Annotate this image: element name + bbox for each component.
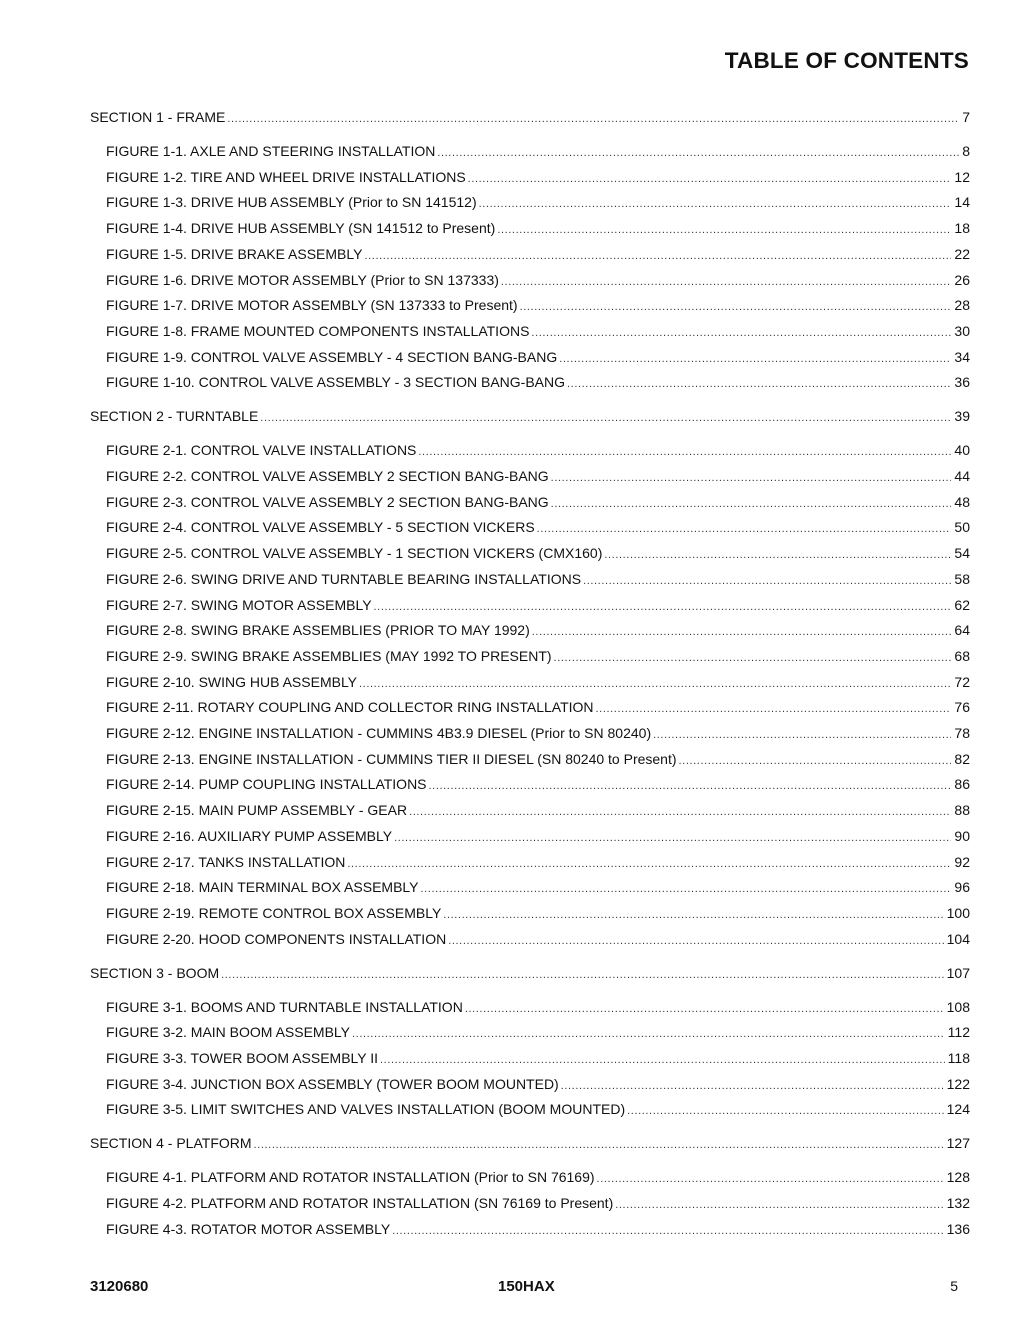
toc-entry-page: 39 xyxy=(954,408,970,425)
toc-figure-entry[interactable] xyxy=(106,1023,970,1043)
dot-leader xyxy=(409,803,951,821)
dot-leader xyxy=(604,546,951,564)
toc-entry-page: 8 xyxy=(962,143,970,159)
toc-figure-entry[interactable] xyxy=(106,322,970,342)
toc-entry-label: FIGURE 2-17. TANKS INSTALLATION xyxy=(106,853,346,870)
dot-leader xyxy=(561,1077,944,1095)
toc-figure-entry[interactable] xyxy=(106,904,970,924)
toc-figure-entry[interactable] xyxy=(106,878,970,898)
toc-figure-entry[interactable] xyxy=(106,750,970,770)
toc-entry-label: FIGURE 2-19. REMOTE CONTROL BOX ASSEMBLY xyxy=(106,904,442,921)
toc-entry-page: 36 xyxy=(954,374,970,391)
dot-leader xyxy=(443,906,943,924)
toc-figure-entry[interactable] xyxy=(106,1100,970,1120)
footer-model: 150HAX xyxy=(498,1278,555,1295)
dot-leader xyxy=(559,350,951,368)
dot-leader xyxy=(380,1051,945,1069)
toc-figure-entry[interactable] xyxy=(106,544,970,564)
dot-leader xyxy=(596,700,952,718)
dot-leader xyxy=(537,520,952,538)
toc-figure-entry[interactable] xyxy=(106,245,970,265)
toc-entry-label: FIGURE 2-20. HOOD COMPONENTS INSTALLATION xyxy=(106,930,447,947)
dot-leader xyxy=(597,1170,944,1188)
toc-entry-label: FIGURE 3-3. TOWER BOOM ASSEMBLY II xyxy=(106,1050,379,1066)
toc-entry-page: 14 xyxy=(954,194,970,211)
toc-entry-label: FIGURE 1-5. DRIVE BRAKE ASSEMBLY xyxy=(106,245,363,262)
toc-entry-label: FIGURE 1-10. CONTROL VALVE ASSEMBLY - 3 SECTION BANG-BANG xyxy=(106,374,566,391)
toc-entry-page: 127 xyxy=(946,1135,970,1152)
toc-entry-page: 132 xyxy=(946,1195,970,1212)
toc-entry-page: 26 xyxy=(954,271,970,288)
dot-leader xyxy=(364,247,951,265)
toc-figure-entry[interactable] xyxy=(106,518,970,538)
dot-leader xyxy=(468,170,952,188)
toc-entry-page: 118 xyxy=(947,1050,970,1066)
dot-leader xyxy=(448,932,943,950)
dot-leader xyxy=(394,829,951,847)
toc-entry-page: 124 xyxy=(946,1101,970,1118)
toc-entry-label: FIGURE 2-12. ENGINE INSTALLATION - CUMMINS 4B3.9 DIESEL (Prior to SN 80240) xyxy=(106,725,652,741)
dot-leader xyxy=(627,1102,944,1120)
toc-entry-label: FIGURE 4-1. PLATFORM AND ROTATOR INSTALLATION (Prior to SN 76169) xyxy=(106,1169,595,1186)
dot-leader xyxy=(554,649,952,667)
toc-entry-label: FIGURE 2-2. CONTROL VALVE ASSEMBLY 2 SECTION BANG-BANG xyxy=(106,468,549,484)
toc-entry-label: FIGURE 2-9. SWING BRAKE ASSEMBLIES (MAY 1992 TO PRESENT) xyxy=(106,647,552,664)
toc-entry-page: 90 xyxy=(954,827,970,844)
toc-entry-page: 68 xyxy=(954,647,970,664)
toc-section-entry[interactable] xyxy=(90,964,970,984)
toc-entry-page: 34 xyxy=(954,348,970,365)
toc-figure-entry[interactable] xyxy=(106,930,970,950)
dot-leader xyxy=(615,1196,943,1214)
toc-figure-entry[interactable] xyxy=(106,775,970,795)
toc-entry-label: FIGURE 3-5. LIMIT SWITCHES AND VALVES INSTALLATION (BOOM MOUNTED) xyxy=(106,1101,626,1118)
toc-entry-page: 58 xyxy=(954,570,970,587)
dot-leader xyxy=(583,572,951,590)
dot-leader xyxy=(551,469,952,487)
toc-entry-page: 128 xyxy=(946,1169,970,1186)
dot-leader xyxy=(221,966,944,984)
toc-figure-entry[interactable] xyxy=(106,596,970,616)
toc-entry-label: FIGURE 4-2. PLATFORM AND ROTATOR INSTALLATION (SN 76169 to Present) xyxy=(106,1195,614,1212)
toc-entry-label: FIGURE 3-4. JUNCTION BOX ASSEMBLY (TOWER BOOM MOUNTED) xyxy=(106,1075,559,1092)
dot-leader xyxy=(532,623,952,641)
toc-entry-page: 82 xyxy=(954,750,970,767)
toc-figure-entry[interactable] xyxy=(106,493,970,513)
toc-entry-page: 78 xyxy=(954,725,970,741)
toc-entry-page: 22 xyxy=(954,245,970,262)
toc-entry-label: FIGURE 2-13. ENGINE INSTALLATION - CUMMINS TIER II DIESEL (SN 80240 to Present) xyxy=(106,750,677,767)
toc-entry-label: SECTION 2 - TURNTABLE xyxy=(90,408,259,425)
toc-entry-page: 107 xyxy=(946,964,970,981)
toc-figure-entry[interactable] xyxy=(106,441,970,461)
dot-leader xyxy=(374,598,952,616)
footer-page-number: 5 xyxy=(950,1278,958,1294)
toc-entry-page: 88 xyxy=(954,802,970,819)
toc-figure-entry[interactable] xyxy=(106,570,970,590)
toc-figure-entry[interactable] xyxy=(106,373,970,393)
dot-leader xyxy=(352,1025,945,1043)
dot-leader xyxy=(501,273,952,291)
toc-figure-entry[interactable] xyxy=(106,168,970,188)
footer-doc-number: 3120680 xyxy=(90,1278,149,1295)
toc-entry-page: 18 xyxy=(954,220,970,237)
dot-leader xyxy=(429,777,952,795)
toc-entry-page: 136 xyxy=(946,1220,970,1237)
toc-figure-entry[interactable] xyxy=(106,621,970,641)
dot-leader xyxy=(392,1222,943,1240)
toc-entry-page: 12 xyxy=(954,168,970,185)
toc-figure-entry[interactable] xyxy=(106,801,970,821)
dot-leader xyxy=(567,375,951,393)
toc-entry-label: FIGURE 1-8. FRAME MOUNTED COMPONENTS INSTALLATIONS xyxy=(106,322,530,339)
dot-leader xyxy=(418,443,951,461)
toc-entry-label: FIGURE 1-9. CONTROL VALVE ASSEMBLY - 4 SECTION BANG-BANG xyxy=(106,348,558,365)
toc-figure-entry[interactable] xyxy=(106,348,970,368)
toc-figure-entry[interactable] xyxy=(106,853,970,873)
dot-leader xyxy=(437,144,959,162)
dot-leader xyxy=(465,1000,944,1018)
toc-figure-entry[interactable] xyxy=(106,698,970,718)
toc-figure-entry[interactable] xyxy=(106,1049,970,1069)
toc-entry-label: SECTION 1 - FRAME xyxy=(90,109,226,125)
toc-entry-label: FIGURE 2-1. CONTROL VALVE INSTALLATIONS xyxy=(106,442,417,459)
toc-entry-label: FIGURE 2-5. CONTROL VALVE ASSEMBLY - 1 SECTION VICKERS (CMX160) xyxy=(106,545,603,562)
toc-entry-label: FIGURE 2-18. MAIN TERMINAL BOX ASSEMBLY xyxy=(106,879,419,896)
toc-section-entry[interactable] xyxy=(90,1134,970,1154)
toc-figure-entry[interactable] xyxy=(106,998,970,1018)
toc-entry-page: 100 xyxy=(946,904,970,921)
toc-entry-label: FIGURE 2-10. SWING HUB ASSEMBLY xyxy=(106,673,358,690)
toc-entry-page: 104 xyxy=(946,930,970,947)
dot-leader xyxy=(497,221,951,239)
toc-entry-label: FIGURE 2-7. SWING MOTOR ASSEMBLY xyxy=(106,596,372,613)
toc-figure-entry[interactable] xyxy=(106,1075,970,1095)
toc-entry-page: 72 xyxy=(954,673,970,690)
dot-leader xyxy=(653,726,951,744)
dot-leader xyxy=(520,298,952,316)
toc-section-entry[interactable] xyxy=(90,407,970,427)
toc-entry-label: SECTION 4 - PLATFORM xyxy=(90,1135,252,1152)
toc-entry-label: FIGURE 3-1. BOOMS AND TURNTABLE INSTALLATION xyxy=(106,998,463,1015)
toc-entry-label: FIGURE 2-4. CONTROL VALVE ASSEMBLY - 5 SECTION VICKERS xyxy=(106,519,535,536)
toc-entry-page: 76 xyxy=(954,699,970,716)
toc-entry-page: 54 xyxy=(954,545,970,562)
toc-entry-page: 44 xyxy=(954,468,970,484)
toc-entry-label: FIGURE 3-2. MAIN BOOM ASSEMBLY xyxy=(106,1024,351,1041)
page-title: TABLE OF CONTENTS xyxy=(724,48,969,73)
toc-entry-label: FIGURE 2-3. CONTROL VALVE ASSEMBLY 2 SECTION BANG-BANG xyxy=(106,493,549,510)
toc-entry-page: 122 xyxy=(946,1075,970,1092)
toc-figure-entry[interactable] xyxy=(106,271,970,291)
toc-figure-entry[interactable] xyxy=(106,673,970,693)
toc-figure-entry[interactable] xyxy=(106,1194,970,1214)
toc-entry-label: FIGURE 2-6. SWING DRIVE AND TURNTABLE BEARING INSTALLATIONS xyxy=(106,570,582,587)
toc-figure-entry[interactable] xyxy=(106,193,970,213)
dot-leader xyxy=(531,324,951,342)
toc-entry-label: FIGURE 1-3. DRIVE HUB ASSEMBLY (Prior to SN 141512) xyxy=(106,194,477,211)
toc-figure-entry[interactable] xyxy=(106,1168,970,1188)
toc-entry-label: FIGURE 1-1. AXLE AND STEERING INSTALLATION xyxy=(106,143,436,159)
toc-figure-entry[interactable] xyxy=(106,647,970,667)
toc-entry-page: 40 xyxy=(954,442,970,459)
toc-figure-entry[interactable] xyxy=(106,467,970,487)
toc-entry-page: 108 xyxy=(946,998,970,1015)
toc-entry-label: FIGURE 2-16. AUXILIARY PUMP ASSEMBLY xyxy=(106,827,393,844)
toc-figure-entry[interactable] xyxy=(106,1220,970,1240)
dot-leader xyxy=(347,855,951,873)
toc-entry-label: FIGURE 2-14. PUMP COUPLING INSTALLATIONS xyxy=(106,776,427,793)
toc-entry-label: FIGURE 4-3. ROTATOR MOTOR ASSEMBLY xyxy=(106,1220,391,1237)
toc-entry-label: FIGURE 2-8. SWING BRAKE ASSEMBLIES (PRIOR TO MAY 1992) xyxy=(106,622,530,639)
dot-leader xyxy=(254,1136,944,1154)
toc-entry-page: 50 xyxy=(954,519,970,536)
toc-entry-page: 7 xyxy=(962,109,970,125)
toc-entry-page: 28 xyxy=(954,297,970,314)
toc-section-entry[interactable] xyxy=(90,108,970,128)
toc-figure-entry[interactable] xyxy=(106,296,970,316)
dot-leader xyxy=(227,110,959,128)
dot-leader xyxy=(479,195,952,213)
toc-entry-label: FIGURE 1-7. DRIVE MOTOR ASSEMBLY (SN 137333 to Present) xyxy=(106,297,518,314)
toc-figure-entry[interactable] xyxy=(106,219,970,239)
toc-entry-page: 30 xyxy=(954,322,970,339)
toc-entry-page: 62 xyxy=(954,596,970,613)
toc-entry-label: FIGURE 1-2. TIRE AND WHEEL DRIVE INSTALLATIONS xyxy=(106,168,466,185)
dot-leader xyxy=(260,409,951,427)
toc-entry-label: FIGURE 2-11. ROTARY COUPLING AND COLLECTOR RING INSTALLATION xyxy=(106,699,594,716)
toc-figure-entry[interactable] xyxy=(106,724,970,744)
toc-entry-label: FIGURE 1-6. DRIVE MOTOR ASSEMBLY (Prior to SN 137333) xyxy=(106,271,499,288)
dot-leader xyxy=(359,675,951,693)
dot-leader xyxy=(421,880,952,898)
toc-entry-page: 92 xyxy=(954,853,970,870)
toc-entry-label: FIGURE 1-4. DRIVE HUB ASSEMBLY (SN 141512 to Present) xyxy=(106,220,496,237)
toc-entry-page: 112 xyxy=(947,1024,970,1041)
toc-entry-label: FIGURE 2-15. MAIN PUMP ASSEMBLY - GEAR xyxy=(106,802,408,819)
dot-leader xyxy=(679,752,952,770)
toc-entry-page: 64 xyxy=(954,622,970,639)
dot-leader xyxy=(551,495,952,513)
toc-entry-page: 86 xyxy=(954,776,970,793)
toc-figure-entry[interactable] xyxy=(106,142,970,162)
toc-entry-page: 96 xyxy=(954,879,970,896)
toc-entry-label: SECTION 3 - BOOM xyxy=(90,964,220,981)
toc-entry-page: 48 xyxy=(954,493,970,510)
toc-figure-entry[interactable] xyxy=(106,827,970,847)
